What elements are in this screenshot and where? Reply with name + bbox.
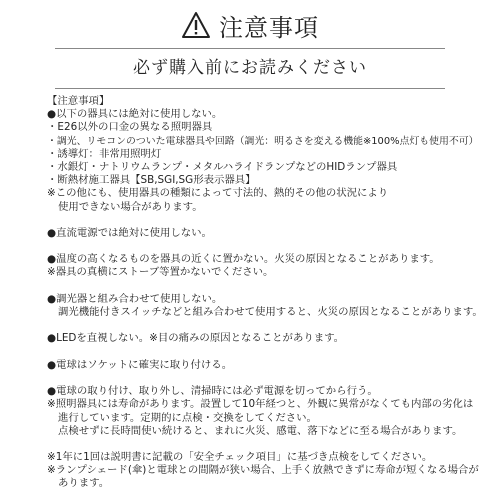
notice-item: ●直流電源では絶対に使用しない。 [47, 226, 212, 239]
notice-item-continued: 調光機能付きスイッチなどと組み合わせて使用すると、火災の原因となることがあります。 [58, 306, 483, 318]
bottom-divider [55, 88, 445, 89]
spacer [47, 346, 487, 359]
notice-note: ※この他にも、使用器具の種類によって寸法的、熱的その他の状況により [47, 187, 389, 200]
notice-sub-item: ・断熱材施工器具【SB,SGI,SG形表示器具】 [47, 174, 256, 187]
notice-item: ●電球の取り付け、取り外し、清掃時には必ず電源を切ってから行う。 [47, 385, 378, 398]
spacer [47, 214, 487, 227]
notice-sub-item: ・水銀灯・ナトリウムランプ・メタルハライドランプなどのHIDランプ器具 [47, 160, 398, 173]
section-heading: 【注意事項】 [47, 95, 110, 107]
notice-sub-item: ・E26以外の口金の異なる照明器具 [47, 121, 213, 134]
notice-item: ●LEDを直視しない。※目の痛みの原因となることがあります。 [47, 332, 345, 345]
notice-note-continued: 進行しています。定期的に点検・交換をしてください。 [58, 411, 317, 424]
notice-item: ●温度の高くなるものを器具の近くに置かない。火災の原因となることがあります。 [47, 253, 440, 266]
top-divider [55, 48, 445, 49]
notice-item: ●以下の器具には絶対に使用しない。 [47, 108, 223, 121]
page-subtitle: 必ず購入前にお読みください [133, 58, 367, 78]
notice-note: ※器具の真横にストーブ等置かないでください。 [47, 266, 274, 279]
notice-body [47, 95, 487, 491]
title-row [0, 8, 500, 42]
warning-triangle-icon [181, 11, 211, 39]
notice-note: ※ランプシェード(傘)と電球との間隔が狭い場合、上手く放熱できずに寿命が短くなる場合が [47, 464, 479, 477]
notice-sub-item: ・調光、リモコンのついた電球器具や回路（調光：明るさを変える機能※100%点灯も使用不可） [47, 135, 479, 147]
spacer [47, 240, 487, 253]
notice-note: ※照明器具には寿命があります。設置して10年経つと、外観に異常がなくても内部の劣化は [47, 398, 474, 411]
notice-note: ※1年に1回は説明書に記載の「安全チェック項目」に基づき点検をしてください。 [47, 451, 433, 464]
spacer [47, 319, 487, 332]
notice-sub-item: ・誘導灯：非常用照明灯 [47, 147, 162, 160]
spacer [47, 438, 487, 451]
notice-note-continued: あります。 [58, 477, 110, 490]
notice-item: ●調光器と組み合わせて使用しない。 [47, 292, 223, 305]
page-title: 注意事項 [219, 13, 319, 42]
notice-item: ●電球はソケットに確実に取り付ける。 [47, 358, 233, 371]
notice-note-continued: 使用できない場合があります。 [58, 200, 203, 213]
spacer [47, 372, 487, 385]
notice-note-continued: 点検せずに長時間使い続けると、まれに火災、感電、落下などに至る場合があります。 [58, 424, 463, 437]
spacer [47, 280, 487, 293]
